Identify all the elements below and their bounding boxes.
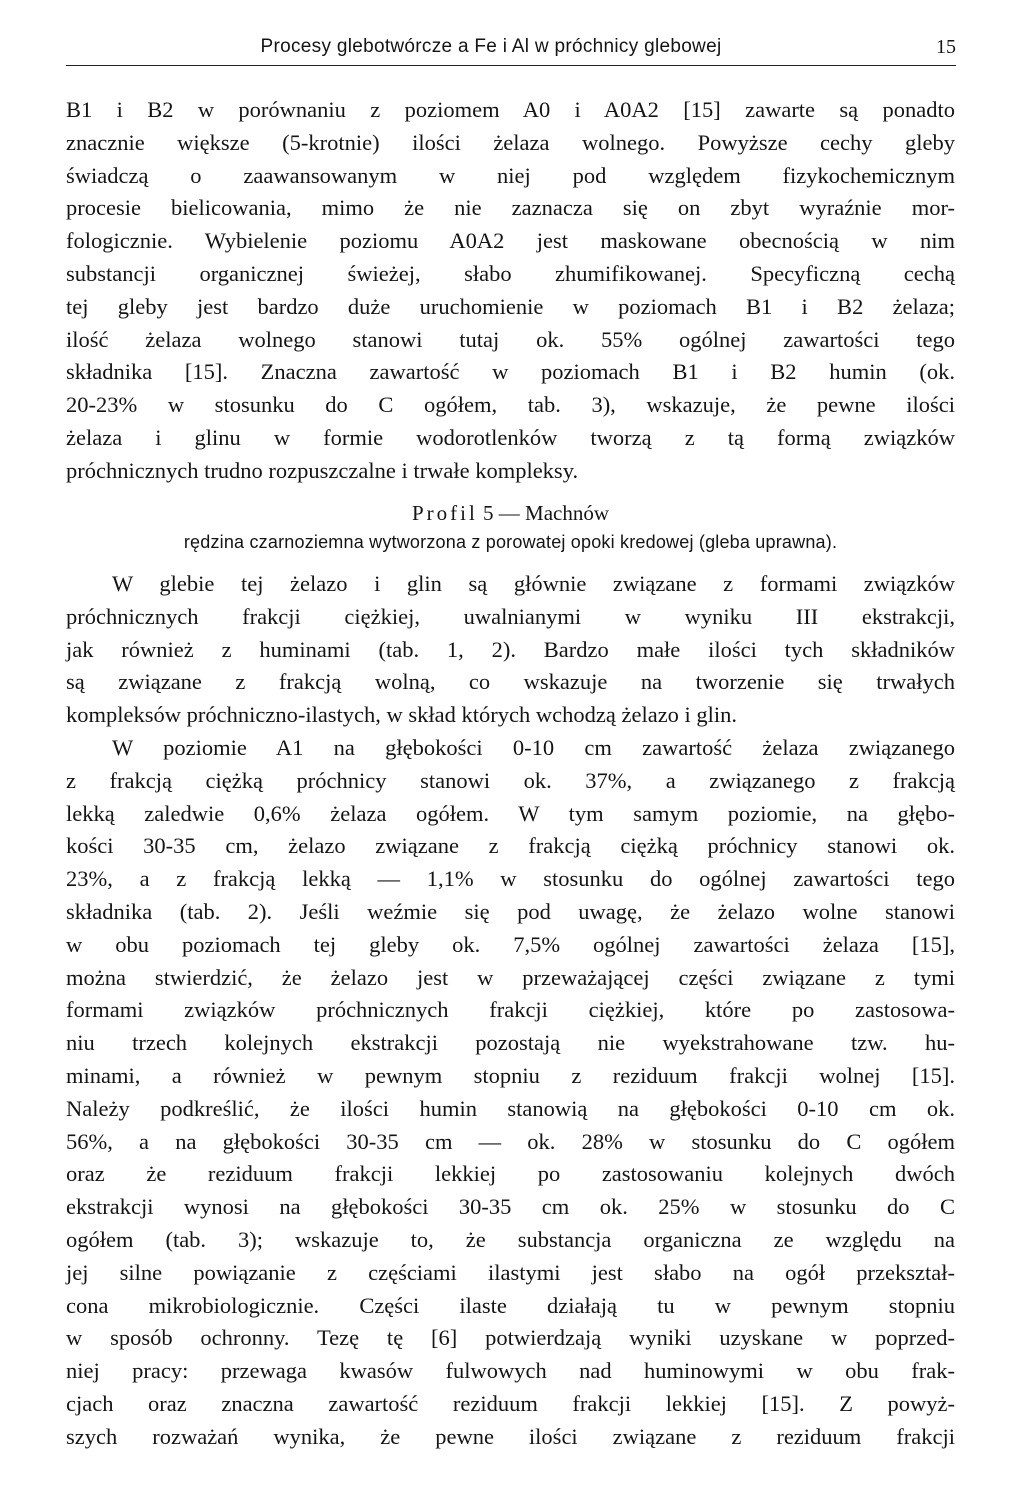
text-line: 20-23% w stosunku do C ogółem, tab. 3), wskazuje, że pewne ilości	[66, 392, 955, 418]
text-line: 23%, a z frakcją lekką — 1,1% w stosunku do ogólnej zawartości tego	[66, 866, 955, 892]
text-line: jak również z huminami (tab. 1, 2). Bardzo małe ilości tych składników	[66, 636, 955, 662]
text-line: niej pracy: przewaga kwasów fulwowych nad huminowymi w obu frak-	[66, 1358, 955, 1384]
text-line: substancji organicznej świeżej, słabo zhumifikowanej. Specyficzną cechą	[66, 260, 955, 286]
profile-subtitle: rędzina czarnoziemna wytworzona z porowatej opoki kredowej (gleba uprawna).	[183, 532, 838, 552]
text-line: kompleksów próchniczno-ilastych, w skład których wchodzą żelazo i glin.	[66, 702, 738, 728]
text-line: fologicznie. Wybielenie poziomu A0A2 jest maskowane obecnością w nim	[66, 228, 955, 254]
paragraph-2	[66, 568, 955, 732]
text-line: w sposób ochronny. Tezę tę [6] potwierdzają wyniki uzyskane w poprzed-	[66, 1325, 955, 1351]
text-line: ogółem (tab. 3); wskazuje to, że substancja organiczna ze względu na	[66, 1226, 955, 1252]
text-line: cona mikrobiologicznie. Części ilaste działają tu w pewnym stopniu	[66, 1292, 955, 1318]
paragraph-1	[66, 94, 955, 488]
text-line: formami związków próchnicznych frakcji ciężkiej, które po zastosowa-	[66, 997, 955, 1023]
text-line: kości 30-35 cm, żelazo związane z frakcją ciężką próchnicy stanowi ok.	[66, 833, 955, 859]
text-line: minami, a również w pewnym stopniu z reziduum frakcji wolnej [15].	[66, 1062, 955, 1088]
text-line: ilość żelaza wolnego stanowi tutaj ok. 55% ogólnej zawartości tego	[66, 326, 955, 352]
text-line: oraz że reziduum frakcji lekkiej po zastosowaniu kolejnych dwóch	[66, 1161, 955, 1187]
text-line: procesie bielicowania, mimo że nie zaznacza się on zbyt wyraźnie mor-	[66, 195, 955, 221]
header-rule	[66, 65, 956, 66]
text-line: próchnicznych trudno rozpuszczalne i trwałe kompleksy.	[66, 457, 579, 483]
text-line: ekstrakcji wynosi na głębokości 30-35 cm ok. 25% w stosunku do C	[66, 1194, 955, 1220]
text-line: z frakcją ciężką próchnicy stanowi ok. 37%, a związanego z frakcją	[66, 767, 955, 793]
profile-number: 5	[483, 501, 494, 525]
text-line: niu trzech kolejnych ekstrakcji pozostają nie wyekstrahowane tzw. hu-	[66, 1030, 955, 1056]
running-title: Procesy glebotwórcze a Fe i Al w próchnicy glebowej	[260, 36, 722, 57]
text-line: świadczą o zaawansowanym w niej pod względem fizykochemicznym	[66, 162, 955, 188]
page-header	[66, 32, 956, 62]
text-line: można stwierdzić, że żelazo jest w przeważającej części związane z tymi	[66, 964, 955, 990]
profile-dash: —	[498, 501, 520, 525]
text-line: cjach oraz znaczna zawartość reziduum frakcji lekkiej [15]. Z powyż-	[66, 1390, 955, 1416]
profile-title	[66, 498, 955, 528]
text-line: żelaza i glinu w formie wodorotlenków tworzą z tą formą związków	[66, 424, 955, 450]
text-line: składnika [15]. Znaczna zawartość w poziomach B1 i B2 humin (ok.	[66, 359, 955, 385]
text-line: szych rozważań wynika, że pewne ilości związane z reziduum frakcji	[66, 1423, 955, 1449]
text-line: B1 i B2 w porównaniu z poziomem A0 i A0A2 [15] zawarte są ponadto	[66, 97, 955, 122]
text-line: W glebie tej żelazo i glin są głównie związane z formami związków	[112, 571, 955, 596]
profile-label: Profil	[411, 501, 478, 525]
section-heading	[66, 498, 955, 556]
text-line: w obu poziomach tej gleby ok. 7,5% ogólnej zawartości żelaza [15],	[66, 931, 955, 957]
text-line: próchnicznych frakcji ciężkiej, uwalnianymi w wyniku III ekstrakcji,	[66, 603, 955, 629]
profile-place: Machnów	[525, 501, 610, 525]
text-line: tej gleby jest bardzo duże uruchomienie w poziomach B1 i B2 żelaza;	[66, 293, 955, 319]
text-line: Należy podkreślić, że ilości humin stanowią na głębokości 0-10 cm ok.	[66, 1095, 955, 1121]
text-line: składnika (tab. 2). Jeśli weźmie się pod uwagę, że żelazo wolne stanowi	[66, 898, 955, 924]
text-line: 56%, a na głębokości 30-35 cm — ok. 28% w stosunku do C ogółem	[66, 1128, 955, 1154]
text-line: jej silne powiązanie z częściami ilastymi jest słabo na ogół przekształ-	[66, 1259, 955, 1285]
text-line: lekką zaledwie 0,6% żelaza ogółem. W tym samym poziomie, na głębo-	[66, 800, 955, 826]
page-number: 15	[936, 36, 956, 58]
text-line: W poziomie A1 na głębokości 0-10 cm zawartość żelaza związanego	[112, 735, 955, 760]
text-line: znacznie większe (5-krotnie) ilości żelaza wolnego. Powyższe cechy gleby	[66, 129, 955, 155]
text-line: są związane z frakcją wolną, co wskazuje na tworzenie się trwałych	[66, 669, 955, 695]
paragraph-3	[66, 732, 955, 1454]
